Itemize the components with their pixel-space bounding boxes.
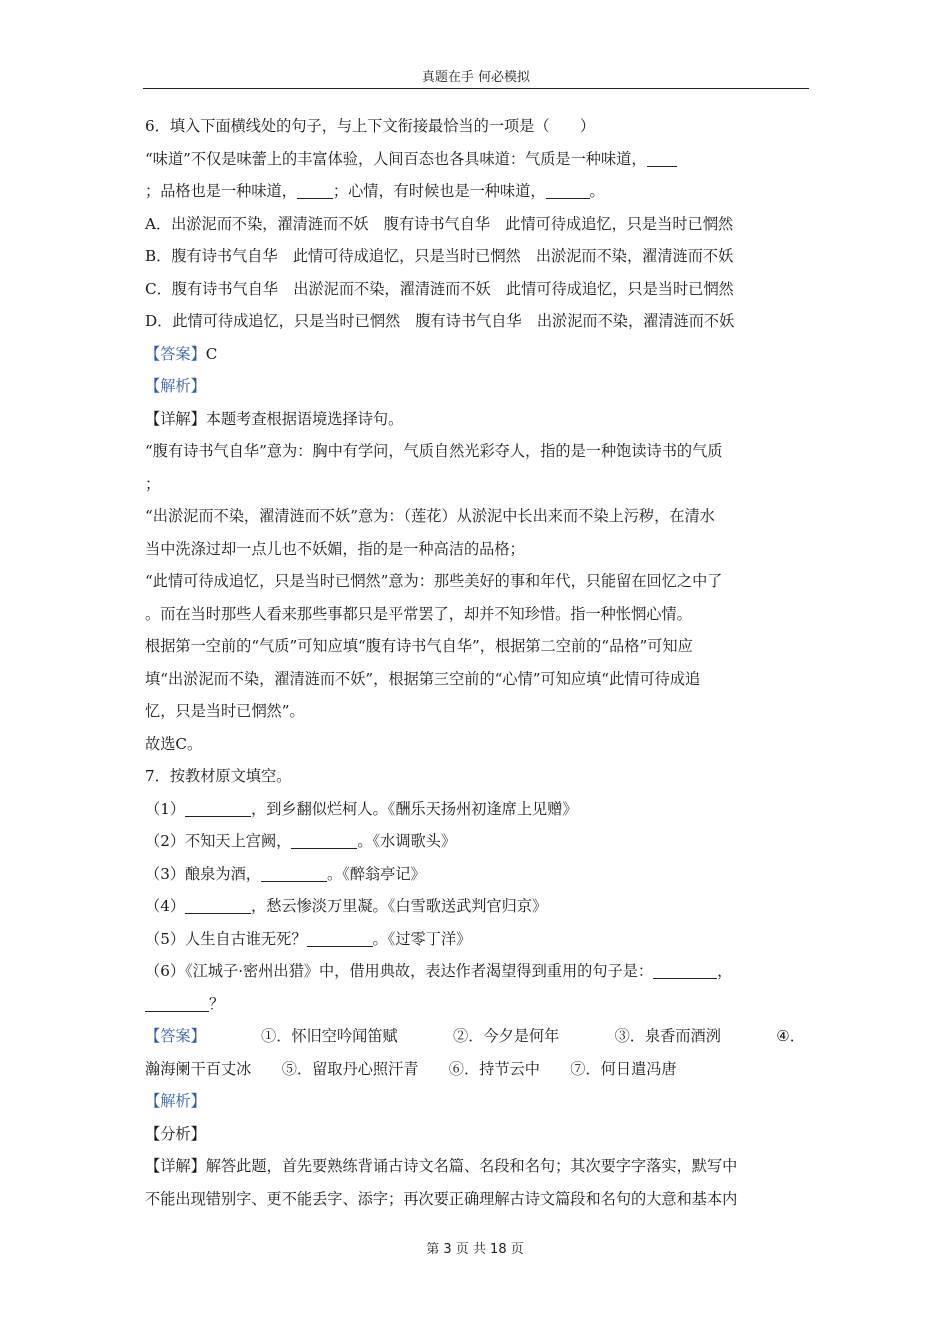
- blank-line: [297, 180, 333, 199]
- q7-item-4: [145, 890, 805, 923]
- q7-fenxi-label: 【分析】: [145, 1124, 206, 1143]
- q7-item-5: [145, 923, 805, 956]
- q7-detail-line: 不能出现错别字、更不能丢字、添字；再次要正确理解古诗文篇段和名句的大意和基本内: [145, 1189, 738, 1208]
- q6-option-b: B．腹有诗书气自华 此情可待成追忆，只是当时已惘然 出淤泥而不染，濯清涟而不妖: [145, 247, 734, 265]
- q6-detail-line: “此情可待成追忆，只是当时已惘然”意为：那些美好的事和年代，只能留在回忆之中了: [145, 572, 723, 590]
- q7-item-6-end: ？: [209, 994, 225, 1013]
- q7-item-1-post: ，到乡翻似烂柯人。《酬乐天扬州初逢席上见赠》: [251, 799, 578, 818]
- q6-detail-line: 填“出淤泥而不染，濯清涟而不妖”，根据第三空前的“心情”可知应填“此情可待成追: [145, 669, 701, 688]
- q7-answer-4-num: ④．: [776, 1027, 805, 1045]
- blank-line: [546, 180, 590, 199]
- q7-item-3-pre: （3）酿泉为酒，: [145, 864, 261, 883]
- q6-detail-line: 【详解】本题考查根据语境选择诗句。: [145, 409, 404, 428]
- blank-line: [291, 830, 357, 849]
- blank-line: [647, 148, 677, 167]
- q6-passage-line-2: [145, 175, 805, 208]
- page-content: [145, 110, 805, 1215]
- q6-detail-line: 根据第一空前的“气质”可知应填“腹有诗书气自华”，根据第二空前的“品格”可知应: [145, 637, 693, 655]
- q7-detail-line: 【详解】解答此题，首先要熟练背诵古诗文名篇、名段和名句；其次要字字落实，默写中: [145, 1157, 738, 1175]
- q7-answer-2: ②．今夕是何年: [453, 1027, 560, 1045]
- q7-item-4-post: ，愁云惨淡万里凝。《白雪歌送武判官归京》: [251, 897, 548, 915]
- q6-passage-line-1: [145, 143, 805, 176]
- q7-answer-1: ①．怀旧空吟闻笛赋: [261, 1027, 398, 1045]
- blank-line: [653, 960, 717, 979]
- blank-line: [185, 895, 251, 914]
- q6-detail-line: ；: [145, 474, 161, 493]
- q6-passage-text-2c: 。: [589, 182, 605, 200]
- q6-analysis-label: 【解析】: [145, 377, 206, 395]
- q6-detail-line: 故选C。: [145, 734, 203, 753]
- answer-label: 【答案】: [145, 344, 206, 363]
- q6-detail-line: 当中洗涤过却一点儿也不妖媚，指的是一种高洁的品格；: [145, 539, 525, 558]
- q6-answer: [145, 338, 805, 371]
- q7-item-6-pre: （6）《江城子·密州出猎》中，借用典故，表达作者渴望得到重用的句子是：: [145, 962, 654, 980]
- q6-passage-text-1: “味道”不仅是味蕾上的丰富体验，人间百态也各具味道：气质是一种味道，: [145, 149, 647, 168]
- q7-item-2-post: 。《水调歌头》: [357, 832, 457, 850]
- q7-item-1: [145, 793, 805, 826]
- blank-line: [145, 993, 209, 1012]
- q6-option-d: D．此情可待成追忆，只是当时已惘然 腹有诗书气自华 出淤泥而不染，濯清涟而不妖: [145, 312, 735, 330]
- blank-line: [261, 863, 327, 882]
- q7-item-5-post: 。《过零丁洋》: [372, 929, 472, 948]
- q7-answer-line-1: [145, 1020, 805, 1053]
- page-footer: 第 3 页 共 18 页: [426, 1242, 524, 1257]
- q7-item-5-pre: （5）人生自古谁无死？: [145, 929, 307, 948]
- q6-detail-line: 。而在当时那些人看来那些事都只是平常罢了，却并不知珍惜。指一种怅惘心情。: [145, 604, 692, 623]
- q7-item-6: [145, 955, 805, 988]
- q7-item-6-mid: ，: [717, 962, 733, 980]
- header-divider: [143, 88, 809, 89]
- q7-item-3: [145, 858, 805, 891]
- q7-item-2-pre: （2）不知天上宫阙，: [145, 832, 292, 850]
- q6-stem: 6．填入下面横线处的句子，与上下文衔接最恰当的一项是（ ）: [145, 117, 596, 135]
- q7-stem: 7．按教材原文填空。: [145, 767, 292, 785]
- q6-option-a: A．出淤泥而不染，濯清涟而不妖 腹有诗书气自华 此情可待成追忆，只是当时已惘然: [145, 214, 734, 233]
- q6-detail-line: 忆，只是当时已惘然”。: [145, 702, 305, 720]
- answer-value: C: [205, 344, 218, 363]
- q6-detail-line: “腹有诗书气自华”意为：胸中有学问，气质自然光彩夺人，指的是一种饱读诗书的气质: [145, 442, 723, 460]
- q7-answer-line-2: 瀚海阑干百丈冰 ⑤．留取丹心照汗青 ⑥．持节云中 ⑦．何日遣冯唐: [145, 1059, 677, 1078]
- answer-label: 【答案】: [145, 1027, 206, 1045]
- page-header: 真题在手 何必模拟: [421, 70, 531, 85]
- q7-item-3-post: 。《醉翁亭记》: [326, 864, 426, 883]
- q7-answer-3: ③．泉香而酒洌: [614, 1027, 721, 1045]
- q7-item-2: [145, 825, 805, 858]
- q7-item-1-pre: （1）: [145, 799, 186, 818]
- blank-line: [185, 798, 251, 817]
- q6-detail-line: “出淤泥而不染，濯清涟而不妖”意为：（莲花）从淤泥中长出来而不染上污秽，在清水: [145, 507, 715, 525]
- blank-line: [307, 928, 373, 947]
- q6-option-c: C．腹有诗书气自华 出淤泥而不染，濯清涟而不妖 此情可待成追忆，只是当时已惘然: [145, 279, 734, 298]
- q6-passage-text-2a: ；品格也是一种味道，: [145, 182, 297, 200]
- q7-item-6-cont: [145, 988, 805, 1021]
- q7-analysis-label: 【解析】: [145, 1092, 206, 1110]
- q7-item-4-pre: （4）: [145, 897, 186, 915]
- q6-passage-text-2b: ；心情，有时候也是一种味道，: [332, 182, 546, 200]
